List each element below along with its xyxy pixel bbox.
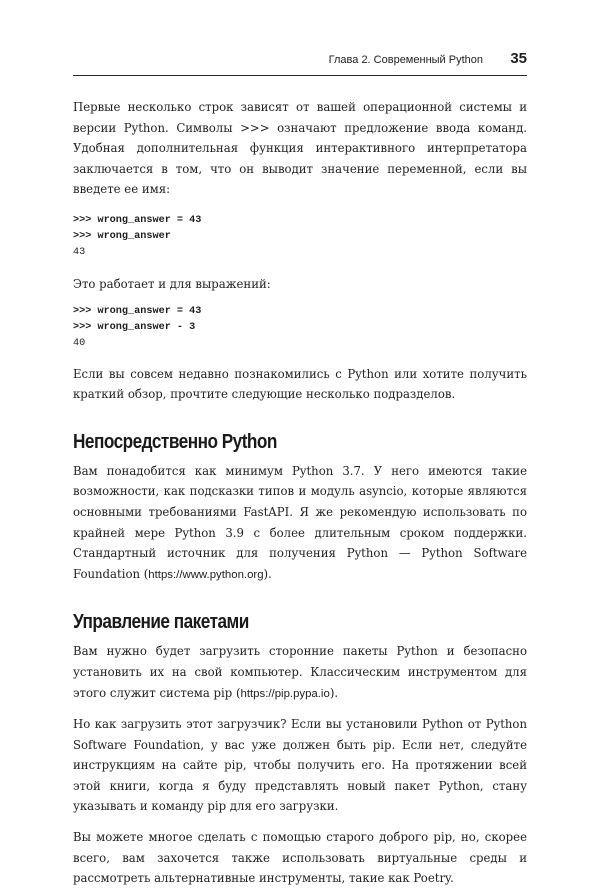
section-heading-packages: Управление пакетами [73,611,249,634]
code-line: >>> wrong_answer = 43 [73,305,202,317]
code-block-2 [73,304,527,352]
page-number: 35 [510,50,527,67]
chapter-label: Глава 2. Современный Python [328,54,483,66]
paragraph-packages-1 [73,641,527,704]
code-line: >>> wrong_answer [73,230,171,242]
pip-url-link[interactable]: https://pip.pypa.io [240,687,330,700]
paragraph-packages-2: Но как загрузить этот загрузчик? Если вы установили Python от Python Software Foundation, у вас уже должен быть pip. Если нет, следуйте инструкциям на сайте pip, чтобы получить его. На протяжении всей этой книги, когда я буду представлять новый пакет Python, стану указывать и команду pip для его загрузки. [73,717,527,814]
code-output: 43 [73,246,86,258]
page-content [73,97,527,889]
code-output: 40 [73,337,86,349]
paragraph-python-end: ). [263,566,272,581]
code-line: >>> wrong_answer = 43 [73,214,202,226]
header-rule [73,75,527,76]
paragraph-packages-1-end: ). [329,685,339,700]
paragraph-intro: Первые несколько строк зависят от вашей операционной системы и версии Python. Символы >>> означают предложение ввода команд. Удобная дополнительная функция интерактивного интерпретатора заключается в том, что он выводит значение переменной, если вы введете ее имя: [73,100,527,197]
paragraph-expressions: Это работает и для выражений: [73,276,271,291]
code-block-1 [73,213,527,261]
paragraph-packages-3: Вы можете многое сделать с помощью старого доброго pip, но, скорее всего, вам захочется также использовать виртуальные среды и рассмотреть альтернативные инструменты, такие как Poetry. [73,830,527,886]
paragraph-overview: Если вы совсем недавно познакомились с Python или хотите получить краткий обзор, прочтите следующие несколько подразделов. [73,366,527,402]
paragraph-packages-1-text: Вам нужно будет загрузить сторонние пакеты Python и безопасно установить их на свой компьютер. Классическим инструментом для этого служит система pip ( [73,644,527,700]
section-heading-python: Непосредственно Python [73,430,277,453]
running-head [300,52,527,72]
python-url-link[interactable]: https://www.python.org [148,568,264,581]
code-line: >>> wrong_answer - 3 [73,321,196,333]
paragraph-python-text: Вам понадобится как минимум Python 3.7. У него имеются такие возможности, как подсказки типов и модуль asyncio, которые являются основными требованиями FastAPI. Я же рекомендую использовать по крайней мере Python 3.9 с более длительным сроком поддержки. Стандартный источник для получения Python — Python Software Foundation ( [73,463,527,581]
paragraph-python [73,461,527,586]
